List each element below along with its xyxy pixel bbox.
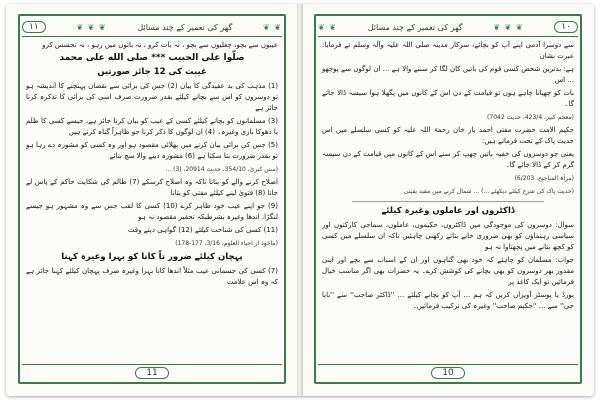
right-page	[304, 8, 590, 392]
reference-note: (مرآۃ المناجیح، 6/203)	[514, 175, 574, 182]
text-line: (7) کسی کی جسمانی عیب مثلاً اندھا کانا بہرا وغیرہ صرف پہچان کیلئے کہنا جائز ہے کہ وہ اس علامت	[26, 267, 278, 286]
left-page-number-bottom: 11	[135, 367, 168, 379]
section-heading: غیبت کی 12 جائز صورتیں	[97, 67, 207, 77]
right-page-number-top: ۱۰	[554, 21, 578, 33]
left-page	[10, 8, 296, 392]
open-book	[6, 4, 594, 396]
text-line: بات کو چھپانا چاہے ہوں تو قیامت کے دن اس کے کانوں میں پگھلا ہوا سیسہ ڈالا جائے گا۔	[322, 89, 574, 108]
right-page-number-bottom: 10	[431, 367, 464, 379]
question-paragraph: سوال: دوسروں کی موجودگی میں ڈاکٹروں، حکیموں، عاملوں، سماجی کارکنوں اور سیاسی رہنماؤں کو بھی ضروری خانے بتائے رکھنی چاہئیں تاکہ ان سلسلے میں کسی کو کچھ بتانے میں پچھتاوا نہ ہو	[322, 221, 574, 251]
header-ornament-icon: ❦ ❦ ❦	[493, 22, 524, 32]
left-page-header	[22, 18, 282, 37]
text-line: حکیم الامت حضرت مفتی احمد یار خان رحمۃ اللہ علیہ کو کسی سلسلے میں اس حدیث پاک کے تحت فرماتے ہیں:	[322, 126, 574, 145]
right-running-title: گھر کی تعمیر کے چند مسائل	[367, 22, 463, 32]
right-page-footer	[318, 364, 578, 381]
book-spine	[297, 4, 303, 396]
text-line: (1) مذہب کی بد عقیدگی کا بیان (2) جس کی برائی سے نقصان پہنچنے کا اندیشہ ہو تو دوسروں کو اس سے بچانے کیلئے بقدر ضرورت صرف اسی کی برائی کا تذکرہ کرنا جائز ہے	[26, 82, 278, 112]
text-line: عیبوں سے بچو، چغلیوں سے بچو ، نہ بات کرو ، نہ باتوں میں رہو ، نہ تجسس کرو	[42, 41, 278, 49]
reference-note: (حدیث پاک کی شرح کیلئے دیکھئے ...) ... شمال کرنے میں مفید یقینی	[403, 188, 574, 195]
text-line: ہے: بدترین شخص کسی قوم کی باتیں کان لگا کر سننے والا ہے ... ان لوگوں سے پوچھو ... اس	[322, 65, 574, 84]
reference-note: (ماخوذ از احیاء العلوم، 3/16، 177-178)	[175, 240, 278, 247]
text-line: (3) مسلمانوں کو بچانے کیلئے کسی کے عیب کو بیان کرنا جائز ہے، جیسے کسی کا ظلم یا دھوکا بازی وغیرہ۔ (4) ان لوگوں کا ذکر کرنا جو ظاہراً گناہ کرتے ہیں	[26, 117, 278, 136]
text-line: سے دوسرا آدمی اپنے آپ کو بچائے، سرکار مدینہ صلی اللہ علیہ وآلہ وسلم نے فرمایا: عبرت نشان	[322, 41, 574, 60]
salawat-line: صلّوا على الحبيب *** صلى الله على محمد	[59, 53, 245, 63]
left-page-number-top: ۱۱	[22, 21, 46, 33]
reference-note: (معجم کبیر، 423/4، حدیث 7042)	[487, 114, 574, 121]
section-divider	[352, 201, 544, 202]
text-line: اصلاح کرنے والے کو بتانا تاکہ وہ اصلاح کرسکے (7) ظالم کی شکایت حاکم کے پاس لے جانا (8) فتویٰ لینے کیلئے مفتی کو بتانا	[26, 178, 278, 197]
text-line: بورڈ یا پوسٹر آویزاں کریں کہ ہم ... آپ کو بچانے کیلئے ... ''ڈاکٹر صاحب'' سے ''بابا جی'' سے ... ''حکیم صاحب'' وغیرہ کی ترکیب فرمائیں۔	[322, 291, 574, 310]
left-page-footer	[22, 364, 282, 381]
left-page-body	[26, 40, 278, 360]
section-heading: پہچان کیلئے ضرور تاً کانا کو بہرا وغیرہ کہنا	[61, 252, 243, 262]
header-ornament-icon: ❦ ❦	[263, 22, 282, 32]
text-line: (5) جس کی برائی بیان کرنے میں بھلائی مقصود ہو اور وہ کسی کو مشورہ دے رہا ہو تو بقدر ضرورت بتا سکتا ہے (6) مشورہ دینے والا سچ بتائے	[26, 141, 278, 160]
right-page-header	[318, 18, 578, 37]
text-line: یعنی جو دوسروں کی خفیہ باتیں چھپ کر سنے اس کے کانوں میں قیامت کے دن سیسہ گرم کر کے ڈالا جائے گا۔	[322, 150, 574, 169]
text-line: (9) جو اپنے عیب خود ظاہر کرے (10) کسی کا لقب جس سے وہ مشہور ہو جیسے لنگڑا، اندھا وغیرہ بشرطیکہ تحقیر مقصود نہ ہو	[26, 202, 278, 221]
section-heading: ڈاکٹروں اور عاملوں وغیرہ کیلئے	[381, 206, 515, 216]
header-ornament-icon: ❦ ❦ ❦	[76, 22, 107, 32]
reference-note: (سنن کبریٰ، 354/10، حدیث 20914، (3) ...	[165, 166, 278, 173]
answer-paragraph: جواب: مسلمان کو چاہئے کہ خود بھی گناہوں اور ان کے اسباب سے بچے اور اپنی مقدور بھر دوسروں کو بھی بچانے کی کوشش کرے۔ یہ حضرات بھی اگر مناسب خیال فرمائیں تو ایک کاغذ پر	[322, 256, 574, 286]
header-ornament-icon: ❦ ❦	[318, 22, 337, 32]
left-running-title: گھر کی تعمیر کے چند مسائل	[137, 22, 233, 32]
right-page-body	[322, 40, 574, 360]
text-line: (11) کسی کی شناخت کیلئے (12) گواہی دیتے وقت	[127, 226, 278, 234]
